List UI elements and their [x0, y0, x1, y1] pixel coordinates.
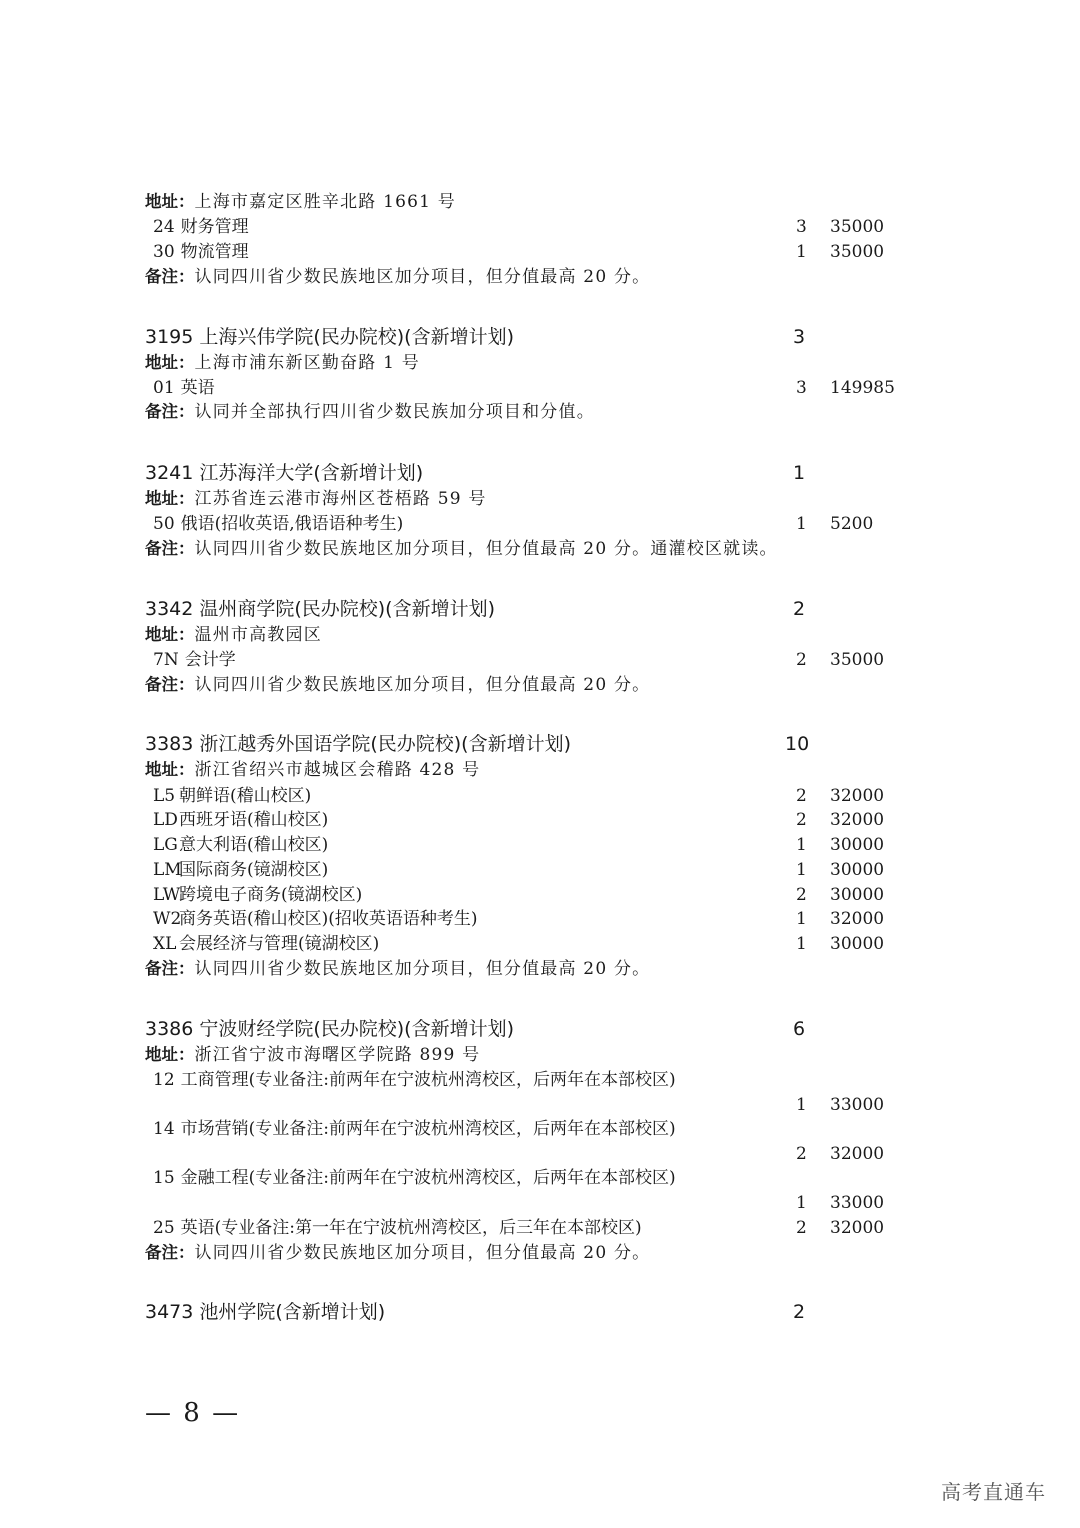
- address-label: 地址：: [145, 625, 195, 644]
- major-quota: 2: [796, 810, 807, 830]
- major-name: 物流管理: [180, 242, 249, 262]
- major-quota: 1: [796, 909, 807, 929]
- major-fee: 30000: [830, 885, 885, 905]
- school-name: 浙江越秀外国语学院(民办院校)(含新增计划): [199, 733, 572, 755]
- major-row: [153, 649, 885, 671]
- major-code: 25: [153, 1218, 175, 1238]
- major-name: 英语(专业备注:第一年在宁波杭州湾校区，后三年在本部校区): [180, 1218, 642, 1238]
- major-name: 国际商务(镜湖校区): [179, 860, 329, 880]
- note-value: 认同四川省少数民族地区加分项目，但分值最高 20 分。: [194, 675, 651, 695]
- address-line: [145, 759, 480, 781]
- address-label: 地址：: [145, 489, 195, 508]
- major-fee: 35000: [830, 217, 885, 237]
- major-fee: 32000: [830, 909, 885, 929]
- major-name: 财务管理: [180, 217, 249, 237]
- address-line: [145, 624, 322, 646]
- major-name: 朝鲜语(稽山校区): [179, 786, 312, 806]
- school-code: 3241: [145, 462, 194, 484]
- page-number: — 8 —: [145, 1398, 241, 1428]
- major-code: 01: [153, 378, 175, 398]
- major-name: 英语: [180, 378, 215, 398]
- address-label: 地址：: [145, 760, 195, 779]
- address-value: 上海市嘉定区胜辛北路 1661 号: [194, 192, 456, 212]
- major-fee: 5200: [830, 514, 874, 534]
- major-row: [153, 377, 895, 399]
- school-title: [145, 460, 806, 486]
- major-name: 会计学: [184, 650, 236, 670]
- major-code: LG: [153, 835, 178, 855]
- note-value: 认同四川省少数民族地区加分项目，但分值最高 20 分。通灌校区就读。: [194, 539, 778, 559]
- major-quota: 1: [796, 1095, 807, 1115]
- major-code: 24: [153, 217, 175, 237]
- major-fee: 35000: [830, 650, 885, 670]
- note-line: [145, 266, 650, 288]
- major-row: [153, 908, 885, 930]
- address-label: 地址：: [145, 353, 195, 372]
- school-title: [145, 324, 806, 350]
- major-name: 市场营销(专业备注:前两年在宁波杭州湾校区，后两年在本部校区): [180, 1119, 676, 1139]
- school-code: 3342: [145, 598, 194, 620]
- major-quota: 1: [796, 835, 807, 855]
- note-label: 备注：: [145, 675, 195, 694]
- address-line: [145, 191, 456, 213]
- major-row: [153, 834, 885, 856]
- major-fee: 35000: [830, 242, 885, 262]
- note-line: [145, 1242, 650, 1264]
- school-title: [145, 1016, 806, 1042]
- major-row: [153, 933, 885, 955]
- major-name: 西班牙语(稽山校区): [179, 810, 329, 830]
- school-name: 上海兴伟学院(民办院校)(含新增计划): [199, 326, 515, 348]
- major-code: XL: [153, 934, 177, 954]
- school-code: 3195: [145, 326, 194, 348]
- note-label: 备注：: [145, 1243, 195, 1262]
- note-line: [145, 538, 778, 560]
- school-title: [145, 731, 810, 757]
- major-fee: 33000: [830, 1193, 885, 1213]
- address-line: [145, 1044, 480, 1066]
- major-code: W2: [153, 909, 182, 929]
- address-value: 温州市高教园区: [194, 625, 322, 645]
- major-fee: 30000: [830, 835, 885, 855]
- major-name: 意大利语(稽山校区): [179, 835, 329, 855]
- address-value: 上海市浦东新区勤奋路 1 号: [194, 353, 420, 373]
- major-quota: 3: [796, 378, 807, 398]
- major-code: LW: [153, 885, 181, 905]
- note-label: 备注：: [145, 267, 195, 286]
- major-row: [153, 1069, 676, 1091]
- major-row: [153, 216, 885, 238]
- major-fee: 30000: [830, 934, 885, 954]
- major-row: [153, 785, 885, 807]
- school-name: 宁波财经学院(民办院校)(含新增计划): [199, 1018, 515, 1040]
- major-row: [153, 1118, 676, 1140]
- address-line: [145, 352, 420, 374]
- major-quota: 1: [796, 514, 807, 534]
- school-name: 江苏海洋大学(含新增计划): [199, 462, 424, 484]
- major-fee: 30000: [830, 860, 885, 880]
- major-fee: 32000: [830, 786, 885, 806]
- note-label: 备注：: [145, 959, 195, 978]
- major-name: 商务英语(稽山校区)(招收英语语种考生): [179, 909, 478, 929]
- school-code: 3386: [145, 1018, 194, 1040]
- major-fee: 33000: [830, 1095, 885, 1115]
- major-row: [153, 1167, 676, 1189]
- major-quota: 1: [796, 242, 807, 262]
- major-name: 俄语(招收英语,俄语语种考生): [180, 514, 404, 534]
- note-line: [145, 401, 595, 423]
- major-quota: 3: [796, 217, 807, 237]
- school-plan-count: 1: [793, 462, 806, 484]
- major-row: [153, 241, 885, 263]
- major-fee: 32000: [830, 1218, 885, 1238]
- major-name: 会展经济与管理(镜湖校区): [179, 934, 380, 954]
- address-line: [145, 488, 487, 510]
- school-plan-count: 10: [785, 733, 810, 755]
- major-name: 工商管理(专业备注:前两年在宁波杭州湾校区，后两年在本部校区): [180, 1070, 676, 1090]
- note-label: 备注：: [145, 539, 195, 558]
- note-value: 认同四川省少数民族地区加分项目，但分值最高 20 分。: [194, 959, 651, 979]
- major-fee: 149985: [830, 378, 895, 398]
- school-plan-count: 6: [793, 1018, 806, 1040]
- note-value: 认同并全部执行四川省少数民族加分项目和分值。: [194, 402, 595, 422]
- major-code: LD: [153, 810, 178, 830]
- school-title: [145, 596, 806, 622]
- major-name: 金融工程(专业备注:前两年在宁波杭州湾校区，后两年在本部校区): [180, 1168, 676, 1188]
- major-code: L5: [153, 786, 176, 806]
- major-fee: 32000: [830, 1144, 885, 1164]
- major-code: 30: [153, 242, 175, 262]
- address-value: 浙江省绍兴市越城区会稽路 428 号: [194, 760, 481, 780]
- note-line: [145, 674, 650, 696]
- major-row: [153, 884, 885, 906]
- school-name: 池州学院(含新增计划): [199, 1301, 386, 1323]
- major-quota: 2: [796, 885, 807, 905]
- major-code: 12: [153, 1070, 175, 1090]
- school-code: 3383: [145, 733, 194, 755]
- major-quota: 1: [796, 1193, 807, 1213]
- school-name: 温州商学院(民办院校)(含新增计划): [199, 598, 496, 620]
- major-code: 50: [153, 514, 175, 534]
- note-label: 备注：: [145, 402, 195, 421]
- major-quota: 2: [796, 1144, 807, 1164]
- major-row: [153, 809, 885, 831]
- major-quota: 2: [796, 650, 807, 670]
- major-code: 14: [153, 1119, 175, 1139]
- address-value: 浙江省宁波市海曙区学院路 899 号: [194, 1045, 481, 1065]
- note-value: 认同四川省少数民族地区加分项目，但分值最高 20 分。: [194, 1243, 651, 1263]
- address-label: 地址：: [145, 192, 195, 211]
- major-quota: 1: [796, 934, 807, 954]
- major-quota: 2: [796, 1218, 807, 1238]
- major-code: 15: [153, 1168, 175, 1188]
- school-code: 3473: [145, 1301, 194, 1323]
- major-row: [153, 513, 874, 535]
- major-code: LM: [153, 860, 182, 880]
- note-line: [145, 958, 650, 980]
- school-title: [145, 1299, 806, 1325]
- address-label: 地址：: [145, 1045, 195, 1064]
- watermark: 高考直通车: [941, 1480, 1046, 1504]
- school-plan-count: 3: [793, 326, 806, 348]
- address-value: 江苏省连云港市海州区苍梧路 59 号: [194, 489, 487, 509]
- major-name: 跨境电子商务(镜湖校区): [179, 885, 363, 905]
- major-row: [153, 1217, 885, 1239]
- school-plan-count: 2: [793, 1301, 806, 1323]
- major-code: 7N: [153, 650, 179, 670]
- major-row: [153, 859, 885, 881]
- major-fee: 32000: [830, 810, 885, 830]
- note-value: 认同四川省少数民族地区加分项目，但分值最高 20 分。: [194, 267, 651, 287]
- major-quota: 1: [796, 860, 807, 880]
- school-plan-count: 2: [793, 598, 806, 620]
- major-quota: 2: [796, 786, 807, 806]
